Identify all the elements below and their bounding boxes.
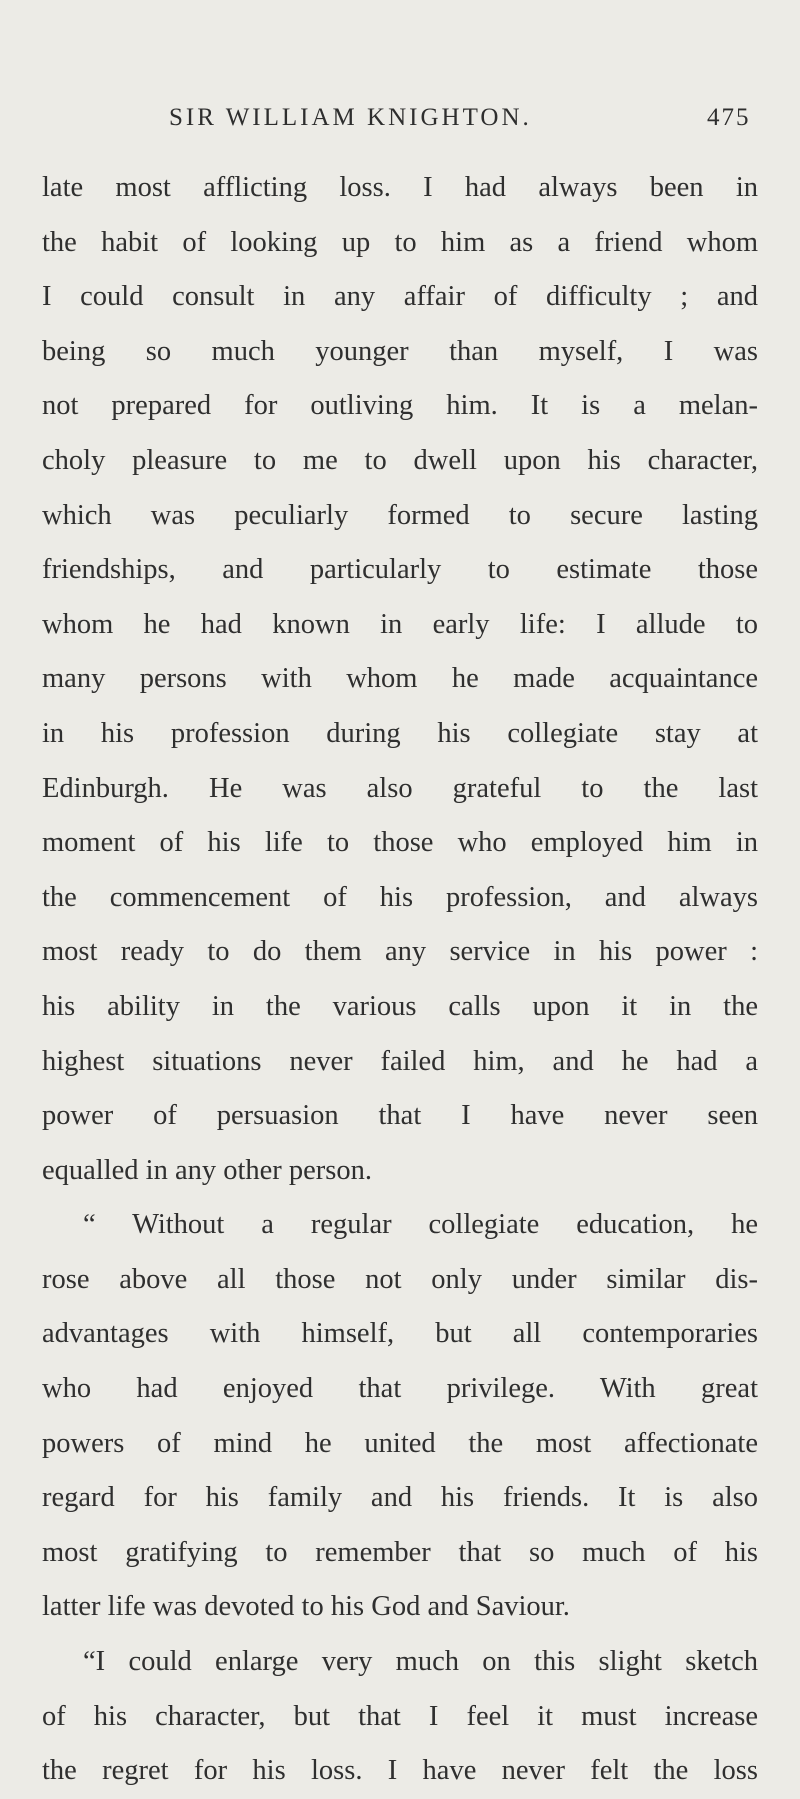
text-line: advantages with himself, but all contemporaries: [42, 1318, 758, 1350]
running-title: SIR WILLIAM KNIGHTON.: [169, 104, 532, 131]
text-line: highest situations never failed him, and he had a: [42, 1045, 758, 1077]
text-line: not prepared for outliving him. It is a melan-: [42, 390, 758, 422]
running-head: [0, 104, 800, 144]
text-line: choly pleasure to me to dwell upon his character,: [42, 444, 758, 476]
text-line: regard for his family and his friends. It is also: [42, 1482, 758, 1514]
text-line: most gratifying to remember that so much of his: [42, 1536, 758, 1568]
body-text: [42, 161, 758, 1799]
text-line: Edinburgh. He was also grateful to the last: [42, 772, 758, 804]
text-line: I could consult in any affair of difficulty ; and: [42, 281, 758, 313]
text-line: which was peculiarly formed to secure lasting: [42, 499, 758, 531]
text-line: power of persuasion that I have never seen: [42, 1100, 758, 1132]
text-line: the commencement of his profession, and always: [42, 881, 758, 913]
text-line: “I could enlarge very much on this slight sketch: [83, 1646, 758, 1678]
page-number: 475: [707, 104, 751, 131]
text-line: being so much younger than myself, I was: [42, 335, 758, 367]
text-line: the habit of looking up to him as a friend whom: [42, 226, 758, 258]
text-line: latter life was devoted to his God and Saviour.: [42, 1591, 570, 1623]
text-line: of his character, but that I feel it must increase: [42, 1700, 758, 1732]
text-line: who had enjoyed that privilege. With great: [42, 1373, 758, 1405]
text-line: most ready to do them any service in his power :: [42, 936, 758, 968]
text-line: many persons with whom he made acquaintance: [42, 663, 758, 695]
text-line: his ability in the various calls upon it in the: [42, 990, 758, 1022]
text-line: rose above all those not only under similar dis-: [42, 1263, 758, 1295]
text-line: whom he had known in early life: I allude to: [42, 608, 758, 640]
text-line: moment of his life to those who employed him in: [42, 827, 758, 859]
text-line: friendships, and particularly to estimate those: [42, 554, 758, 586]
text-line: the regret for his loss. I have never felt the loss: [42, 1755, 758, 1787]
text-line: powers of mind he united the most affectionate: [42, 1427, 758, 1459]
text-line: equalled in any other person.: [42, 1154, 373, 1186]
text-line: in his profession during his collegiate stay at: [42, 717, 758, 749]
text-line: “ Without a regular collegiate education, he: [83, 1209, 758, 1241]
text-line: late most afflicting loss. I had always been in: [42, 172, 758, 203]
